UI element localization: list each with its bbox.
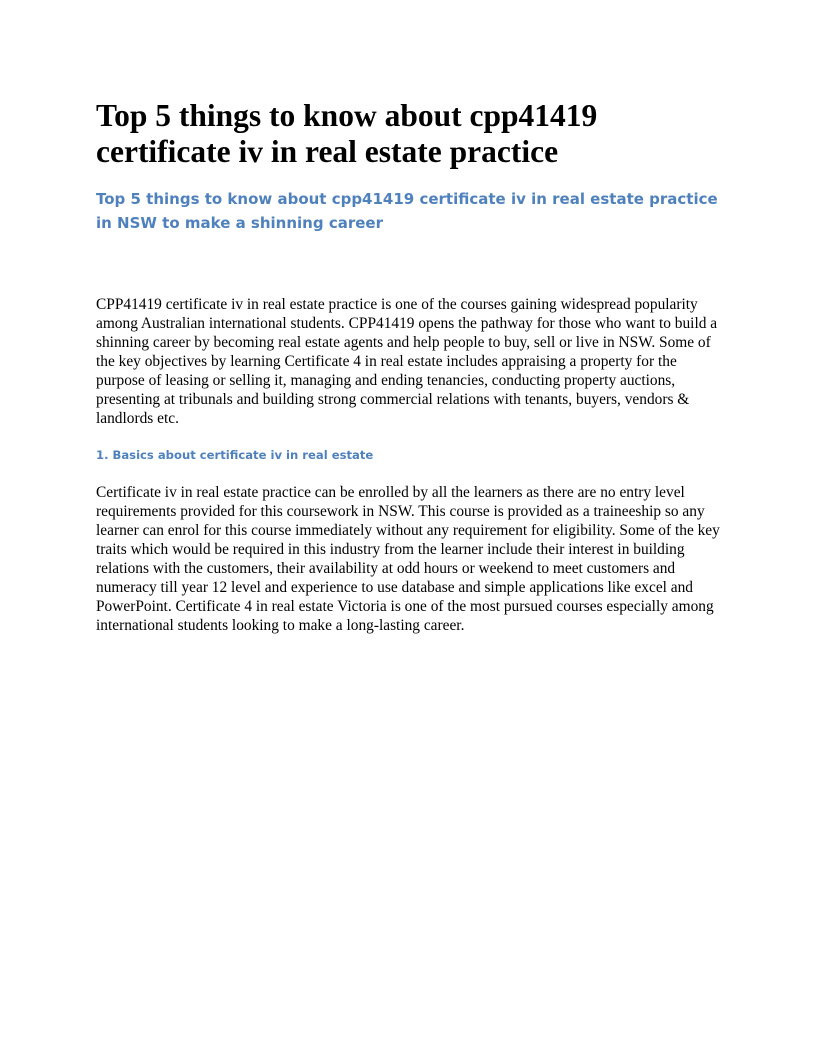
section-heading-basics: 1. Basics about certificate iv in real estate [96,448,374,462]
document-title: Top 5 things to know about cpp41419 certificate iv in real estate practice [96,98,598,169]
section-body-basics: Certificate iv in real estate practice can be enrolled by all the learners as there are no entry level requirements provided for this coursework in NSW. This course is provided as a traineeship so any learner can enrol for this course immediately without any requirement for eligibility. Some of the key traits which would be required in this industry from the learner include their interest in building relations with the customers, their availability at odd hours or weekend to meet customers and numeracy till year 12 level and experience to use database and simple applications like excel and PowerPoint. Certificate 4 in real estate Victoria is one of the most pursued courses especially among international students looking to make a long-lasting career. [96,484,720,634]
document-body [96,98,721,635]
intro-paragraph: CPP41419 certificate iv in real estate practice is one of the courses gaining widespread popularity among Australian international students. CPP41419 opens the pathway for those who want to build a shinning career by becoming real estate agents and help people to buy, sell or live in NSW. Some of the key objectives by learning Certificate 4 in real estate includes appraising a property for the purpose of leasing or selling it, managing and ending tenancies, conducting property auctions, presenting at tribunals and building strong commercial relations with tenants, buyers, vendors & landlords etc. [96,296,718,427]
document-subtitle: Top 5 things to know about cpp41419 certificate iv in real estate practice in NSW to make a shinning career [96,190,718,232]
